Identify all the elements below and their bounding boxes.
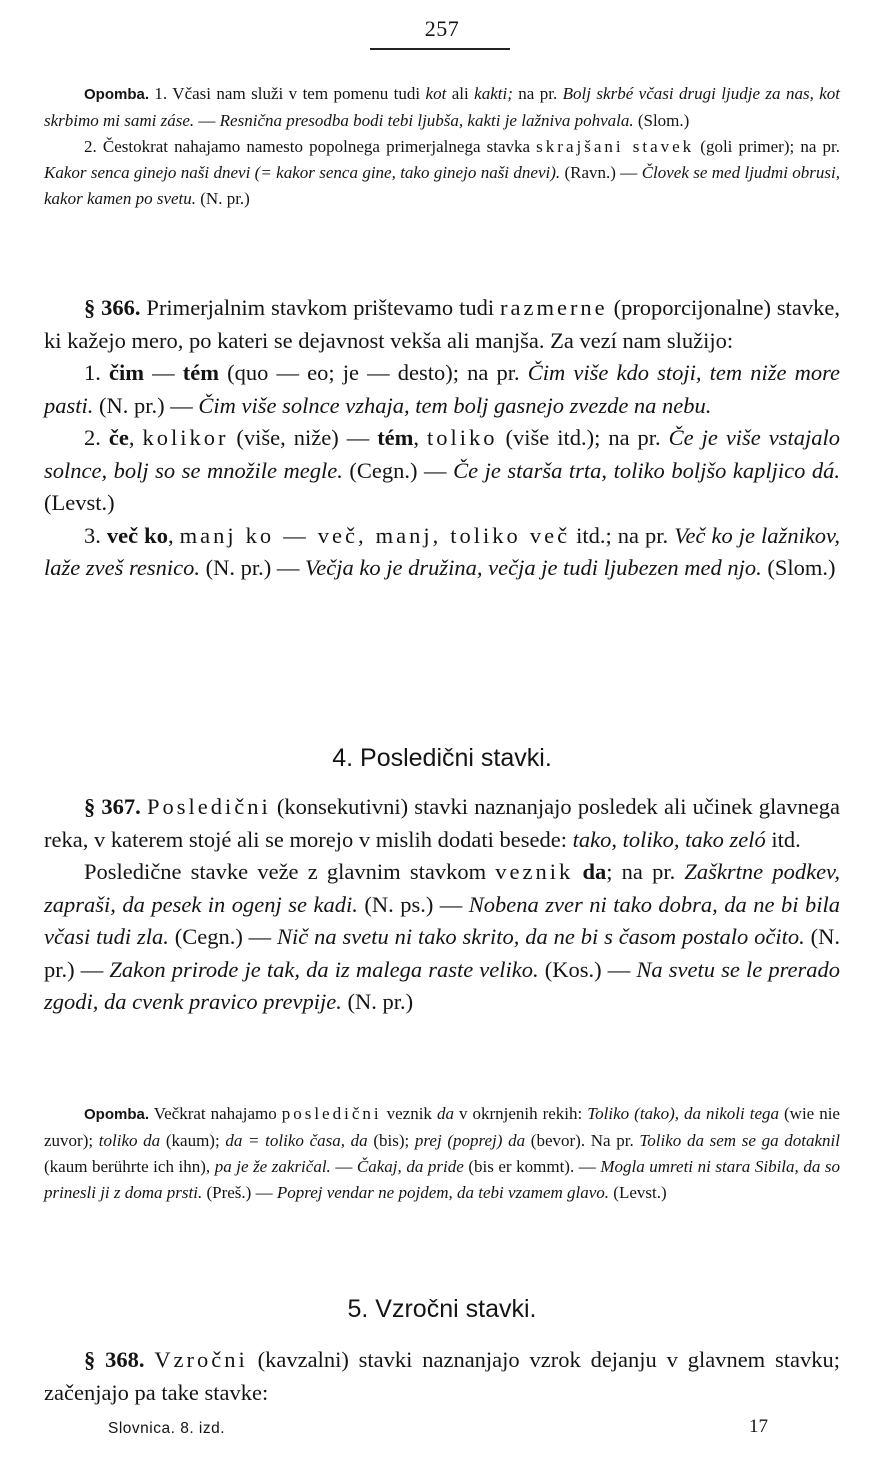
section-number: § 367. (84, 794, 141, 819)
section-367-paragraph-1: § 367. Posledični (konsekutivni) stavki naznanjajo posledek ali učinek glavnega reka, v katerem stojé ali se morejo v mislih dodati besede: tako, toliko, tako zeló itd. (44, 794, 840, 852)
source: (Cegn.) — (342, 457, 454, 483)
note-1 (44, 81, 840, 212)
example: Toliko (tako), da nikoli tega (587, 1104, 779, 1123)
source: (Slom.) (633, 111, 690, 130)
section-366-item-1: 1. čim — tém (quo — eo; je — desto); na pr. Čim više kdo stoji, tem niže more pasti. (N. pr.) — Čim više solnce vzhaja, tem bolj gasnejo zvezde na nebu. (44, 360, 841, 418)
example: Mogla umreti ni stara Sibila, da so prinesli ji z doma prsti. (44, 1157, 840, 1202)
example: Nič na svetu ni tako skrito, da ne bi s časom postalo očito. (277, 924, 805, 949)
example: Čim više kdo stoji, tem niže more pasti. (44, 360, 841, 418)
example: Večja ko je družina, večja je tudi ljubezen med njo. (305, 555, 762, 580)
example: Čim više solnce vzhaja, tem bolj gasnejo zvezde na nebu. (198, 392, 712, 418)
section-number: § 366. (84, 295, 141, 320)
note-1-paragraph-2: 2. Čestokrat nahajamo namesto popolnega primerjalnega stavka skrajšani stavek (goli primer); na pr. Kakor senca ginejo naši dnevi (= kakor senca gine, tako ginejo naši dnevi). (Ravn.) — Človek se med ljudmi obrusi, kakor kamen po svetu. (N. pr.) (44, 137, 841, 208)
note-2 (44, 1101, 840, 1206)
example: Bolj skrbé včasi drugi ljudje za nas, kot skrbimo mi sami záse. (44, 84, 841, 130)
example: Človek se med ljudmi obrusi, kakor kamen po svetu. (44, 163, 840, 208)
example: pa je že zakričal. (214, 1157, 331, 1176)
source: (N. ps.) — (357, 891, 469, 917)
source: (Preš.) — (202, 1183, 277, 1202)
example: Na svetu se le prerado zgodi, da cvenk pravico prevpije. (44, 956, 840, 1014)
section-366-item-2: 2. če, kolikor (više, niže) — tém, toliko (više itd.); na pr. Če je više vstajalo solnce, bolj so se množile megle. (Cegn.) — Če je starša trta, toliko boljšo kapljico dá. (Levst.) (44, 425, 841, 515)
heading-vzrocni-stavki: 5. Vzročni stavki. (347, 1295, 537, 1323)
note-1-paragraph-1: Opomba. 1. Včasi nam služi v tem pomenu tudi kot ali kakti; na pr. Bolj skrbé včasi drugi ljudje za nas, kot skrbimo mi sami záse. — Resnična presodba bodi tebi ljubša, kakti je lažniva pohvala. (Slom.) (44, 84, 841, 130)
section-367 (44, 791, 840, 1019)
example: Zakon prirode je tak, da iz malega raste veliko. (109, 956, 539, 982)
example: Kakor senca ginejo naši dnevi (= kakor senca gine, tako ginejo naši dnevi). (44, 163, 561, 182)
page-footer (108, 1416, 768, 1438)
section-number: § 368. (84, 1347, 145, 1372)
example: prej (poprej) da (414, 1131, 526, 1150)
source: (Kos.) — (538, 956, 637, 982)
section-368 (44, 1344, 840, 1409)
example: Toliko da sem se ga dotaknil (639, 1131, 840, 1150)
section-366 (44, 292, 840, 585)
source: (Cegn.) — (168, 924, 278, 949)
source: (Ravn.) — (560, 163, 642, 182)
note-label: Opomba. (84, 1106, 150, 1123)
source: (Slom.) (761, 555, 836, 580)
source: (Levst.) (44, 490, 115, 515)
section-367-paragraph-2: Posledične stavke veže z glavnim stavkom veznik da; na pr. Zaškrtne podkev, zapraši, da pesek in ogenj se kadi. (N. ps.) — Nobena zver ni tako dobra, da ne bi bila včasi tudi zla. (Cegn.) — Nič na svetu ni tako skrito, da ne bi s časom postalo očito. (N. pr.) — Zakon prirode je tak, da iz malega raste veliko. (Kos.) — Na svetu se le prerado zgodi, da cvenk pravico prevpije. (N. pr.) (44, 859, 841, 1014)
example: toliko da (98, 1131, 161, 1150)
example: Če je više vstajalo solnce, bolj so se množile megle. (44, 425, 841, 483)
header-rule (370, 48, 510, 50)
example: Več ko je lažnikov, laže zveš resnico. (44, 522, 840, 580)
example: Poprej vendar ne pojdem, da tebi vzamem glavo. (276, 1183, 610, 1202)
section-366-item-3: 3. več ko, manj ko — več, manj, toliko več itd.; na pr. Več ko je lažnikov, laže zveš resnico. (N. pr.) — Večja ko je družina, večja je tudi ljubezen med njo. (Slom.) (44, 522, 840, 580)
example: Resnična presodba bodi tebi ljubša, kakti je lažniva pohvala. (219, 111, 634, 130)
section-366-intro: § 366. Primerjalnim stavkom prištevamo tudi razmerne (proporcijonalne) stavke, ki kažejo mero, po kateri se dejavnost vekša ali manjša. Za vezí nam služijo: (44, 295, 841, 353)
footer-sheet-number: 17 (749, 1416, 768, 1437)
source: (N. pr.) (196, 189, 250, 208)
note-label: Opomba. (84, 86, 150, 103)
example: Zaškrtne podkev, zapraši, da pesek in ogenj se kadi. (44, 859, 840, 917)
note-2-paragraph: Opomba. Večkrat nahajamo posledični veznik da v okrnjenih rekih: Toliko (tako), da nikoli tega (wie nie zuvor); toliko da (kaum); da = toliko časa, da (bis); prej (poprej) da (bevor). Na pr. Toliko da sem se ga dotaknil (kaum berührte ich ihn), pa je že zakričal. — Čakaj, da pride (bis er kommt). — Mogla umreti ni stara Sibila, da so prinesli ji z doma prsti. (Preš.) — Poprej vendar ne pojdem, da tebi vzamem glavo. (Levst.) (44, 1104, 840, 1202)
example: Če je starša trta, toliko boljšo kapljico dá. (453, 457, 841, 483)
example: da = toliko časa, da (225, 1131, 368, 1150)
heading-posledicni-stavki: 4. Posledični stavki. (332, 744, 552, 772)
page-number: 257 (424, 16, 460, 41)
example: Čakaj, da pride (356, 1157, 464, 1176)
source: (N. pr.) — (44, 924, 841, 982)
section-368-paragraph: § 368. Vzročni (kavzalni) stavki naznanjajo vzrok dejanju v glavnem stavku; začenjajo pa take stavke: (44, 1347, 841, 1405)
footer-signature: Slovnica. 8. izd. (108, 1420, 226, 1437)
example: Nobena zver ni tako dobra, da ne bi bila včasi tudi zla. (44, 891, 840, 949)
source: (N. pr.) — (93, 392, 199, 418)
source: (N. pr.) — (200, 555, 306, 580)
source: (N. pr.) (341, 989, 414, 1014)
source: (Levst.) (609, 1183, 667, 1202)
